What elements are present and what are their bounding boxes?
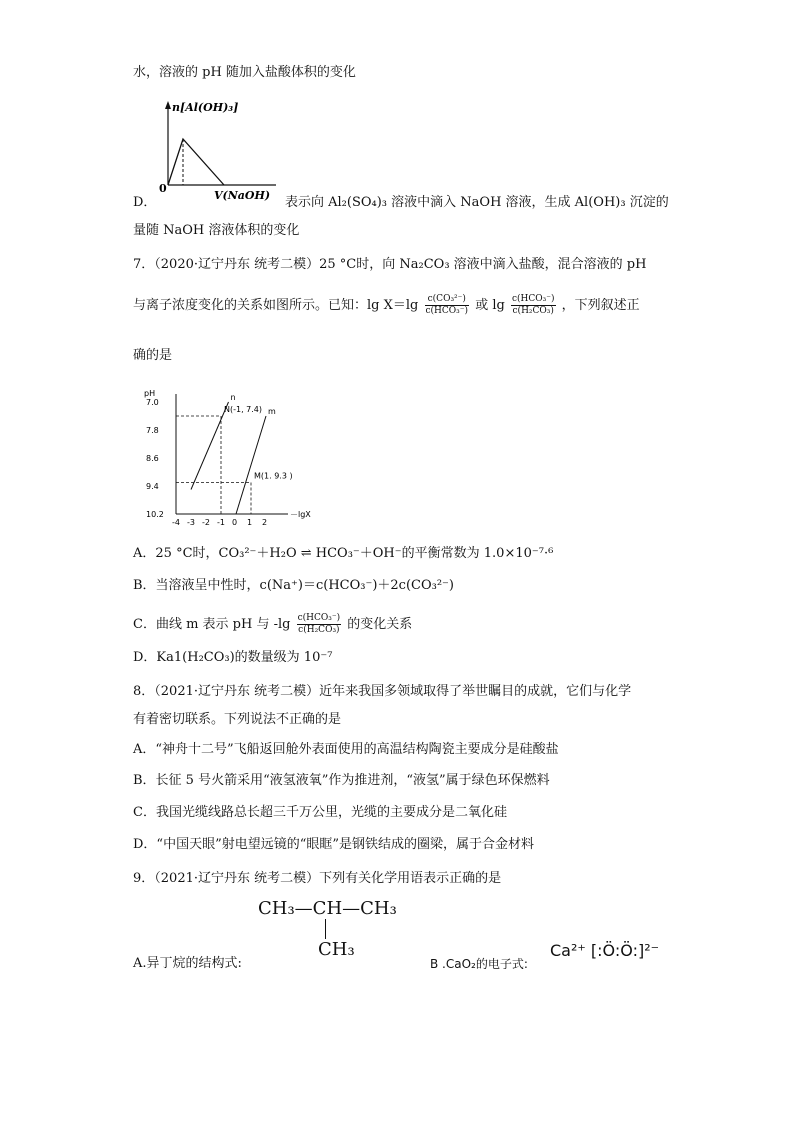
ph-chart — [140, 376, 311, 534]
q7-option-c-b: 的变化关系 — [347, 617, 413, 632]
q8-option-c: C．我国光缆线路总长超三千万公里，光缆的主要成分是二氧化硅 — [133, 805, 507, 820]
q7-line3: 确的是 — [133, 348, 173, 363]
y-tick-label: 7.8 — [146, 426, 159, 435]
q7-option-b: B．当溶液呈中性时，c(Na⁺)＝c(HCO₃⁻)＋2c(CO₃²⁻) — [133, 578, 454, 593]
q9-option-a-label: A.异丁烷的结构式: — [133, 956, 242, 971]
annotation-label: N(-1, 7.4) — [224, 405, 263, 414]
fig-d-xlabel: V(NaOH) — [214, 189, 271, 202]
q7-frac1-den: c(HCO₃⁻) — [425, 306, 469, 316]
q8-option-b: B．长征 5 号火箭采用“液氢液氧”作为推进剂，“液氢”属于绿色环保燃料 — [133, 773, 550, 788]
q9-line1: 9．（2021·辽宁丹东 统考二模）下列有关化学用语表示正确的是 — [133, 871, 502, 886]
q7-line2-c: ，下列叙述正 — [561, 298, 640, 313]
q7-option-c-num: c(HCO₃⁻) — [297, 613, 341, 623]
q9-formula-bond — [325, 919, 326, 939]
x-axis-label: －lgX — [290, 510, 311, 519]
text-line-top: 水，溶液的 pH 随加入盐酸体积的变化 — [133, 65, 356, 80]
series-line-n — [191, 402, 229, 490]
q7-line2-a: 与离子浓度变化的关系如图所示。已知：lg X＝lg — [133, 298, 419, 313]
y-tick-label: 8.6 — [146, 454, 159, 463]
q9-electron-formula: Ca²⁺ [:Ö:Ö:]²⁻ — [550, 941, 660, 960]
x-tick-label: -2 — [202, 518, 210, 527]
option-d-text: 表示向 Al₂(SO₄)₃ 溶液中滴入 NaOH 溶液，生成 Al(OH)₃ 沉淀的 — [285, 195, 669, 210]
series-label-m: m — [268, 407, 276, 416]
x-tick-label: 1 — [247, 518, 253, 527]
q7-option-c-a: C．曲线 m 表示 pH 与 -lg — [133, 617, 291, 632]
y-tick-label: 9.4 — [146, 482, 159, 491]
option-d-text2: 量随 NaOH 溶液体积的变化 — [133, 223, 300, 238]
y-tick-label: 7.0 — [146, 398, 159, 407]
q8-option-d: D．“中国天眼”射电望远镜的“眼眶”是钢铁结成的圈梁，属于合金材料 — [133, 837, 535, 852]
q8-option-a: A．“神舟十二号”飞船返回舱外表面使用的高温结构陶瓷主要成分是硅酸盐 — [133, 742, 559, 757]
q9-formula-top: CH₃—CH—CH₃ — [258, 898, 397, 919]
q8-line1: 8．（2021·辽宁丹东 统考二模）近年来我国多领域取得了举世瞩目的成就，它们与化学 — [133, 684, 632, 699]
x-tick-label: 0 — [232, 518, 238, 527]
q7-line1: 7．（2020·辽宁丹东 统考二模）25 °C时，向 Na₂CO₃ 溶液中滴入盐酸，混合溶液的 pH — [133, 257, 647, 272]
figure-aloh3-graph — [158, 97, 282, 201]
q7-line2-b: 或 lg — [475, 298, 505, 313]
q7-option-d: D．Ka1(H₂CO₃)的数量级为 10⁻⁷ — [133, 650, 333, 665]
q7-option-c-frac — [297, 613, 342, 636]
fig-d-ylabel: n[Al(OH)₃] — [172, 101, 239, 114]
q9-option-b-label: B .CaO₂的电子式: — [430, 957, 528, 971]
x-tick-label: -4 — [172, 518, 180, 527]
q7-frac2 — [511, 294, 556, 317]
q7-frac1-num: c(CO₃²⁻) — [425, 294, 470, 306]
q9-formula-bottom: CH₃ — [318, 939, 355, 960]
y-tick-label: 10.2 — [146, 510, 164, 519]
q7-frac2-num: c(HCO₃⁻) — [511, 294, 555, 304]
x-tick-label: -3 — [187, 518, 195, 527]
fig-d-origin: 0 — [159, 182, 167, 195]
q7-option-c-den: c(H₂CO₃) — [298, 625, 340, 635]
q8-line2: 有着密切联系。下列说法不正确的是 — [133, 712, 342, 727]
q7-frac1 — [425, 294, 470, 317]
x-tick-label: -1 — [217, 518, 225, 527]
q7-option-a: A．25 °C时，CO₃²⁻＋H₂O ⇌ HCO₃⁻＋OH⁻的平衡常数为 1.0×10⁻⁷·⁶ — [133, 546, 554, 561]
y-axis-label: pH — [144, 389, 156, 398]
series-label-n: n — [230, 393, 236, 402]
q7-option-c — [133, 613, 412, 636]
option-d-label: D． — [133, 195, 157, 210]
annotation-label: M(1. 9.3 ) — [254, 471, 293, 481]
q7-frac2-den: c(H₂CO₃) — [512, 306, 554, 316]
q7-line2 — [133, 294, 640, 317]
x-tick-label: 2 — [262, 518, 268, 527]
